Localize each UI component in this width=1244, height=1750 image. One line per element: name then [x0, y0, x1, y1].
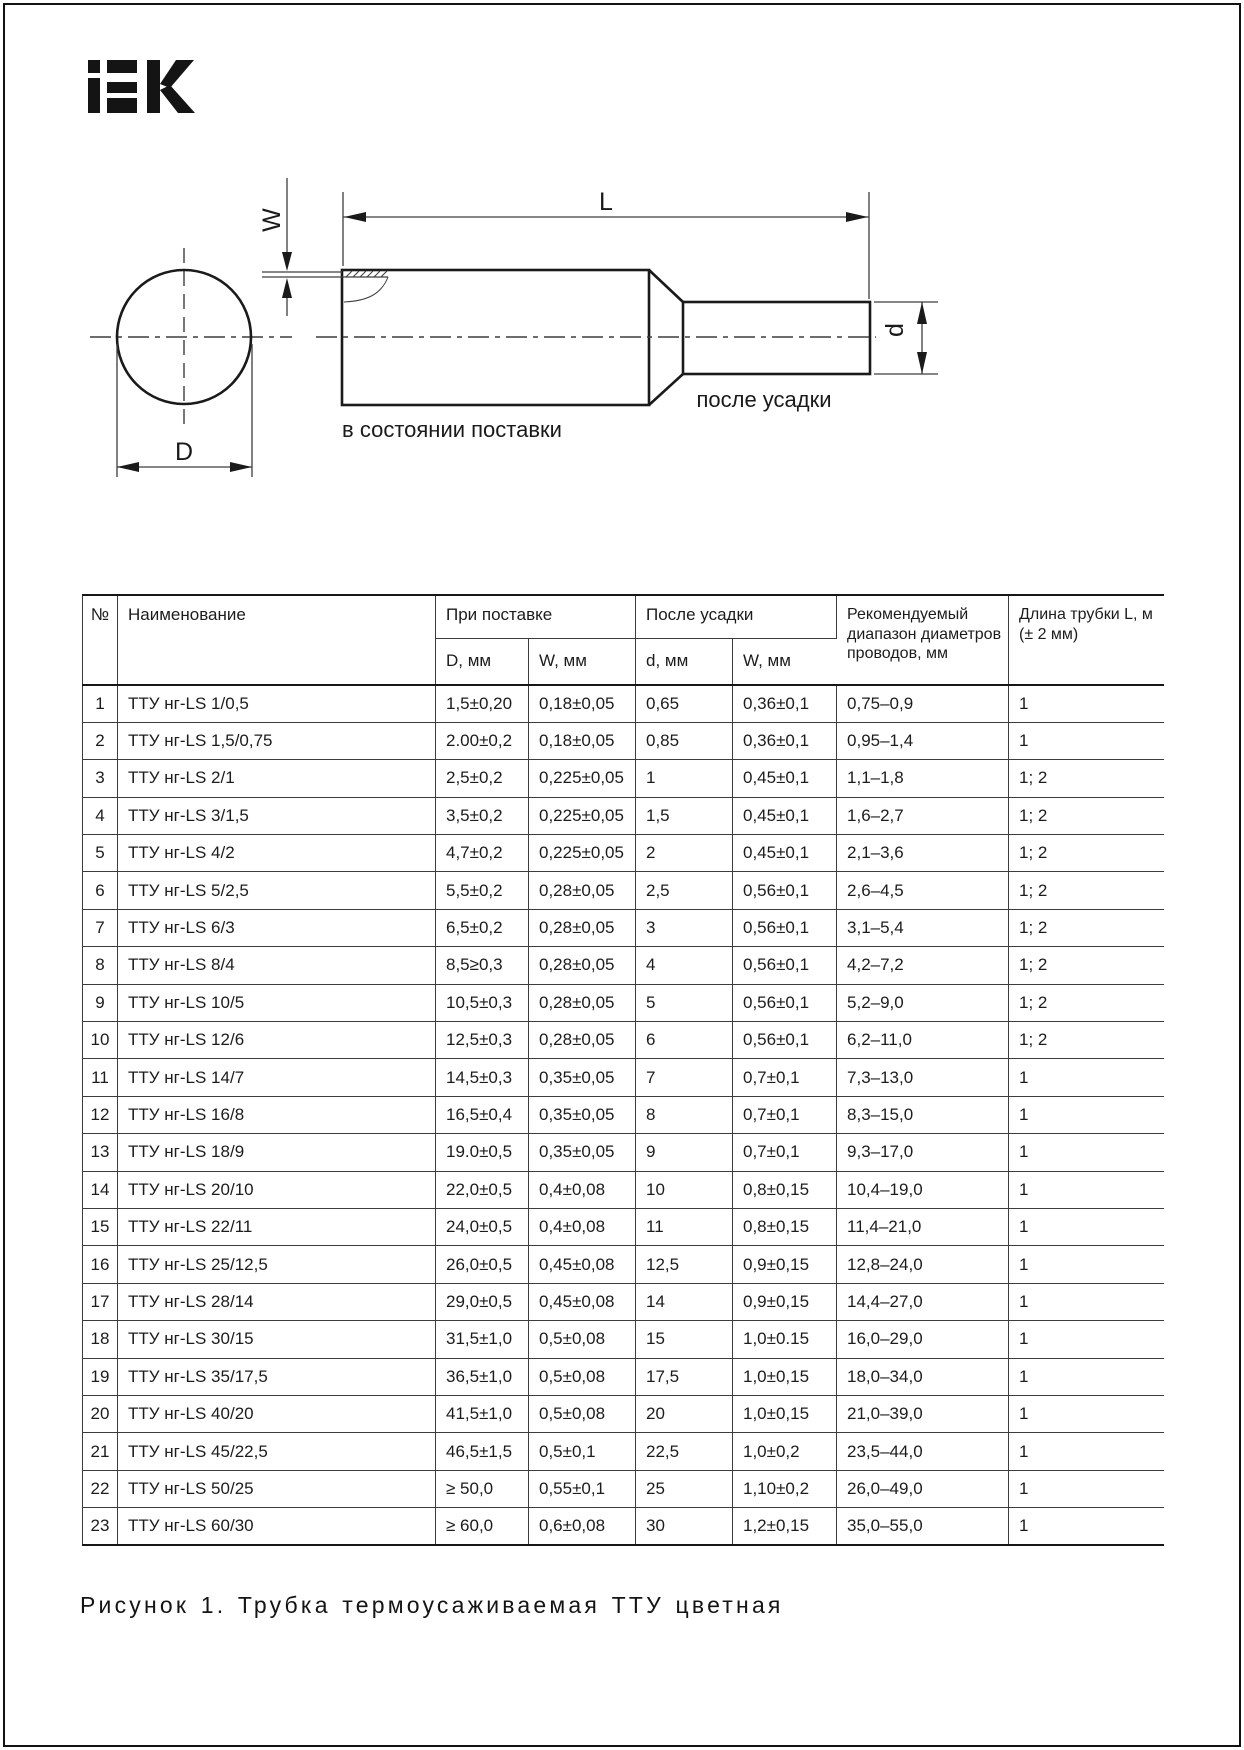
wire-range-value: 11,4–21,0: [837, 1208, 1009, 1245]
arrowhead-up: [917, 302, 927, 324]
wire-range-value: 4,2–7,2: [837, 947, 1009, 984]
tube-length-value: 1: [1009, 1358, 1164, 1395]
shrunk-diameter-value: 1,5: [636, 797, 733, 834]
wire-range-value: 6,2–11,0: [837, 1022, 1009, 1059]
shrunk-diameter-value: 7: [636, 1059, 733, 1096]
arrowhead-down: [282, 252, 292, 271]
spec-table-grid: [82, 594, 1164, 1546]
supply-wall-value: 0,35±0,05: [529, 1059, 636, 1096]
shrunk-diameter-value: 22,5: [636, 1433, 733, 1470]
col-group-after-shrink: После усадки: [636, 595, 837, 638]
shrunk-wall-value: 0,9±0,15: [733, 1283, 837, 1320]
row-number: 2: [83, 722, 118, 759]
shrunk-wall-value: 0,56±0,1: [733, 1022, 837, 1059]
table-header-row-1: [83, 595, 1164, 638]
shrunk-diameter-value: 9: [636, 1134, 733, 1171]
table-row: [83, 1433, 1164, 1470]
wire-range-value: 10,4–19,0: [837, 1171, 1009, 1208]
supply-wall-value: 0,5±0,08: [529, 1395, 636, 1432]
wire-range-value: 26,0–49,0: [837, 1470, 1009, 1507]
row-number: 4: [83, 797, 118, 834]
label-W: W: [258, 208, 286, 232]
arrowhead-right: [230, 462, 252, 472]
tube-length-value: 1; 2: [1009, 909, 1164, 946]
supply-diameter-value: 31,5±1,0: [436, 1321, 529, 1358]
row-number: 7: [83, 909, 118, 946]
supply-wall-value: 0,225±0,05: [529, 760, 636, 797]
supply-diameter-value: 14,5±0,3: [436, 1059, 529, 1096]
shrunk-wall-value: 0,45±0,1: [733, 835, 837, 872]
shrunk-wall-value: 0,45±0,1: [733, 797, 837, 834]
shrunk-wall-value: 1,10±0,2: [733, 1470, 837, 1507]
product-name: ТТУ нг-LS 30/15: [118, 1321, 436, 1358]
row-number: 17: [83, 1283, 118, 1320]
supply-diameter-value: 36,5±1,0: [436, 1358, 529, 1395]
tube-length-value: 1: [1009, 1059, 1164, 1096]
shrunk-wall-value: 0,56±0,1: [733, 909, 837, 946]
row-number: 15: [83, 1208, 118, 1245]
table-row: [83, 1134, 1164, 1171]
arrowhead-down: [917, 352, 927, 374]
wire-range-value: 0,75–0,9: [837, 685, 1009, 722]
supply-wall-value: 0,45±0,08: [529, 1246, 636, 1283]
supply-diameter-value: 26,0±0,5: [436, 1246, 529, 1283]
shrunk-wall-value: 1,0±0.15: [733, 1321, 837, 1358]
product-name: ТТУ нг-LS 6/3: [118, 909, 436, 946]
shrunk-diameter-value: 3: [636, 909, 733, 946]
row-number: 1: [83, 685, 118, 722]
product-name: ТТУ нг-LS 18/9: [118, 1134, 436, 1171]
supply-diameter-value: 16,5±0,4: [436, 1096, 529, 1133]
arrowhead-left: [344, 212, 366, 222]
supply-wall-value: 0,4±0,08: [529, 1171, 636, 1208]
row-number: 21: [83, 1433, 118, 1470]
row-number: 9: [83, 984, 118, 1021]
table-row: [83, 722, 1164, 759]
supply-diameter-value: 22,0±0,5: [436, 1171, 529, 1208]
tube-length-value: 1; 2: [1009, 760, 1164, 797]
supply-wall-value: 0,6±0,08: [529, 1508, 636, 1545]
shrunk-wall-value: 1,0±0,15: [733, 1358, 837, 1395]
wire-range-value: 23,5–44,0: [837, 1433, 1009, 1470]
shrunk-diameter-value: 5: [636, 984, 733, 1021]
supply-diameter-value: 10,5±0,3: [436, 984, 529, 1021]
row-number: 19: [83, 1358, 118, 1395]
tube-length-value: 1: [1009, 1134, 1164, 1171]
product-name: ТТУ нг-LS 35/17,5: [118, 1358, 436, 1395]
product-name: ТТУ нг-LS 8/4: [118, 947, 436, 984]
shrunk-diameter-value: 2,5: [636, 872, 733, 909]
row-number: 10: [83, 1022, 118, 1059]
row-number: 13: [83, 1134, 118, 1171]
table-row: [83, 1508, 1164, 1545]
shrunk-wall-value: 0,56±0,1: [733, 872, 837, 909]
supply-diameter-value: ≥ 60,0: [436, 1508, 529, 1545]
wire-range-value: 8,3–15,0: [837, 1096, 1009, 1133]
supply-wall-value: 0,28±0,05: [529, 872, 636, 909]
tube-length-value: 1; 2: [1009, 797, 1164, 834]
shrunk-diameter-value: 8: [636, 1096, 733, 1133]
product-name: ТТУ нг-LS 20/10: [118, 1171, 436, 1208]
shrunk-diameter-value: 2: [636, 835, 733, 872]
table-row: [83, 1321, 1164, 1358]
shrunk-wall-value: 0,7±0,1: [733, 1134, 837, 1171]
wire-range-value: 3,1–5,4: [837, 909, 1009, 946]
supply-diameter-value: ≥ 50,0: [436, 1470, 529, 1507]
product-name: ТТУ нг-LS 50/25: [118, 1470, 436, 1507]
table-row: [83, 984, 1164, 1021]
wire-range-value: 2,6–4,5: [837, 872, 1009, 909]
row-number: 11: [83, 1059, 118, 1096]
supply-wall-value: 0,5±0,08: [529, 1358, 636, 1395]
table-row: [83, 947, 1164, 984]
tube-length-value: 1: [1009, 1208, 1164, 1245]
wire-range-value: 21,0–39,0: [837, 1395, 1009, 1432]
row-number: 23: [83, 1508, 118, 1545]
spec-table: [82, 594, 1164, 1546]
wire-range-value: 12,8–24,0: [837, 1246, 1009, 1283]
row-number: 20: [83, 1395, 118, 1432]
product-name: ТТУ нг-LS 4/2: [118, 835, 436, 872]
end-view-circle: [90, 248, 292, 432]
shrunk-wall-value: 0,36±0,1: [733, 722, 837, 759]
supply-diameter-value: 46,5±1,5: [436, 1433, 529, 1470]
col-header-name: Наименование: [118, 595, 436, 685]
col-header-num: №: [83, 595, 118, 685]
col-group-supply: При поставке: [436, 595, 636, 638]
supply-diameter-value: 3,5±0,2: [436, 797, 529, 834]
shrunk-wall-value: 0,36±0,1: [733, 685, 837, 722]
tube-length-value: 1: [1009, 685, 1164, 722]
shrunk-diameter-value: 0,65: [636, 685, 733, 722]
wire-range-value: 5,2–9,0: [837, 984, 1009, 1021]
supply-wall-value: 0,28±0,05: [529, 1022, 636, 1059]
row-number: 8: [83, 947, 118, 984]
table-row: [83, 909, 1164, 946]
supply-diameter-value: 29,0±0,5: [436, 1283, 529, 1320]
shrunk-wall-value: 0,56±0,1: [733, 984, 837, 1021]
product-name: ТТУ нг-LS 25/12,5: [118, 1246, 436, 1283]
tube-length-value: 1: [1009, 1470, 1164, 1507]
shrunk-wall-value: 0,7±0,1: [733, 1096, 837, 1133]
supply-diameter-value: 2.00±0,2: [436, 722, 529, 759]
product-name: ТТУ нг-LS 2/1: [118, 760, 436, 797]
row-number: 22: [83, 1470, 118, 1507]
supply-wall-value: 0,55±0,1: [529, 1470, 636, 1507]
tube-length-value: 1; 2: [1009, 984, 1164, 1021]
table-row: [83, 1208, 1164, 1245]
supply-wall-value: 0,28±0,05: [529, 909, 636, 946]
supply-wall-value: 0,225±0,05: [529, 797, 636, 834]
col-header-after-W: W, мм: [733, 638, 837, 685]
figure-caption: Рисунок 1. Трубка термоусаживаемая ТТУ цветная: [80, 1592, 784, 1618]
shrunk-diameter-value: 25: [636, 1470, 733, 1507]
wire-range-value: 7,3–13,0: [837, 1059, 1009, 1096]
supply-wall-value: 0,35±0,05: [529, 1096, 636, 1133]
tube-length-value: 1; 2: [1009, 872, 1164, 909]
tube-length-value: 1: [1009, 722, 1164, 759]
label-after-shrink: после усадки: [696, 387, 832, 412]
table-row: [83, 1171, 1164, 1208]
shrunk-diameter-value: 15: [636, 1321, 733, 1358]
col-header-tube-length: Длина трубки L, м (± 2 мм): [1009, 595, 1164, 685]
shrunk-diameter-value: 4: [636, 947, 733, 984]
technical-drawing: [0, 0, 1244, 540]
product-name: ТТУ нг-LS 1/0,5: [118, 685, 436, 722]
shrunk-wall-value: 1,0±0,2: [733, 1433, 837, 1470]
supply-wall-value: 0,225±0,05: [529, 835, 636, 872]
wire-range-value: 9,3–17,0: [837, 1134, 1009, 1171]
shrunk-diameter-value: 30: [636, 1508, 733, 1545]
wire-range-value: 16,0–29,0: [837, 1321, 1009, 1358]
col-header-after-d: d, мм: [636, 638, 733, 685]
arrowhead-left: [117, 462, 139, 472]
shrunk-diameter-value: 14: [636, 1283, 733, 1320]
table-row: [83, 797, 1164, 834]
product-name: ТТУ нг-LS 28/14: [118, 1283, 436, 1320]
table-row: [83, 1246, 1164, 1283]
label-supplied-state: в состоянии поставки: [342, 417, 562, 442]
supply-diameter-value: 5,5±0,2: [436, 872, 529, 909]
product-name: ТТУ нг-LS 40/20: [118, 1395, 436, 1432]
col-header-supply-D: D, мм: [436, 638, 529, 685]
supply-diameter-value: 8,5≥0,3: [436, 947, 529, 984]
shrunk-diameter-value: 17,5: [636, 1358, 733, 1395]
tube-length-value: 1: [1009, 1283, 1164, 1320]
arrowhead-up: [282, 278, 292, 298]
row-number: 6: [83, 872, 118, 909]
product-name: ТТУ нг-LS 10/5: [118, 984, 436, 1021]
row-number: 14: [83, 1171, 118, 1208]
row-number: 16: [83, 1246, 118, 1283]
dimension-d: [874, 302, 938, 374]
supply-diameter-value: 2,5±0,2: [436, 760, 529, 797]
table-row: [83, 1470, 1164, 1507]
wire-range-value: 18,0–34,0: [837, 1358, 1009, 1395]
shrunk-diameter-value: 1: [636, 760, 733, 797]
tube-supplied-view: [262, 270, 876, 405]
shrunk-wall-value: 0,7±0,1: [733, 1059, 837, 1096]
product-name: ТТУ нг-LS 60/30: [118, 1508, 436, 1545]
wire-range-value: 2,1–3,6: [837, 835, 1009, 872]
table-row: [83, 760, 1164, 797]
shrunk-wall-value: 0,45±0,1: [733, 760, 837, 797]
product-name: ТТУ нг-LS 12/6: [118, 1022, 436, 1059]
arrowhead-right: [846, 212, 868, 222]
row-number: 5: [83, 835, 118, 872]
table-row: [83, 1096, 1164, 1133]
tube-length-value: 1: [1009, 1321, 1164, 1358]
shrunk-wall-value: 0,8±0,15: [733, 1171, 837, 1208]
product-name: ТТУ нг-LS 14/7: [118, 1059, 436, 1096]
wire-range-value: 0,95–1,4: [837, 722, 1009, 759]
table-row: [83, 1059, 1164, 1096]
supply-wall-value: 0,28±0,05: [529, 947, 636, 984]
table-row: [83, 1395, 1164, 1432]
supply-wall-value: 0,45±0,08: [529, 1283, 636, 1320]
shrunk-diameter-value: 10: [636, 1171, 733, 1208]
product-name: ТТУ нг-LS 1,5/0,75: [118, 722, 436, 759]
table-row: [83, 1022, 1164, 1059]
tube-length-value: 1: [1009, 1246, 1164, 1283]
label-d: d: [881, 323, 909, 337]
supply-wall-value: 0,28±0,05: [529, 984, 636, 1021]
shrunk-diameter-value: 11: [636, 1208, 733, 1245]
supply-diameter-value: 12,5±0,3: [436, 1022, 529, 1059]
supply-diameter-value: 19.0±0,5: [436, 1134, 529, 1171]
product-name: ТТУ нг-LS 5/2,5: [118, 872, 436, 909]
supply-wall-value: 0,18±0,05: [529, 685, 636, 722]
row-number: 18: [83, 1321, 118, 1358]
col-header-wire-range: Рекомендуемый диапазон диаметров проводов, мм: [837, 595, 1009, 685]
supply-wall-value: 0,4±0,08: [529, 1208, 636, 1245]
dimension-W: [258, 178, 292, 316]
label-D: D: [174, 438, 194, 466]
tube-length-value: 1; 2: [1009, 835, 1164, 872]
shrunk-diameter-value: 12,5: [636, 1246, 733, 1283]
wire-range-value: 35,0–55,0: [837, 1508, 1009, 1545]
product-name: ТТУ нг-LS 45/22,5: [118, 1433, 436, 1470]
tube-length-value: 1; 2: [1009, 947, 1164, 984]
product-name: ТТУ нг-LS 16/8: [118, 1096, 436, 1133]
label-L: L: [599, 188, 613, 216]
tube-length-value: 1: [1009, 1096, 1164, 1133]
tube-length-value: 1: [1009, 1171, 1164, 1208]
wire-range-value: 1,6–2,7: [837, 797, 1009, 834]
supply-wall-value: 0,18±0,05: [529, 722, 636, 759]
row-number: 3: [83, 760, 118, 797]
supply-wall-value: 0,5±0,1: [529, 1433, 636, 1470]
table-row: [83, 835, 1164, 872]
shrunk-wall-value: 1,2±0,15: [733, 1508, 837, 1545]
shrunk-diameter-value: 20: [636, 1395, 733, 1432]
table-row: [83, 872, 1164, 909]
tube-length-value: 1: [1009, 1395, 1164, 1432]
tube-length-value: 1: [1009, 1433, 1164, 1470]
supply-wall-value: 0,35±0,05: [529, 1134, 636, 1171]
shrunk-wall-value: 1,0±0,15: [733, 1395, 837, 1432]
row-number: 12: [83, 1096, 118, 1133]
supply-diameter-value: 24,0±0,5: [436, 1208, 529, 1245]
wire-range-value: 1,1–1,8: [837, 760, 1009, 797]
supply-diameter-value: 41,5±1,0: [436, 1395, 529, 1432]
supply-diameter-value: 1,5±0,20: [436, 685, 529, 722]
supply-wall-value: 0,5±0,08: [529, 1321, 636, 1358]
supply-diameter-value: 6,5±0,2: [436, 909, 529, 946]
shrunk-diameter-value: 0,85: [636, 722, 733, 759]
tube-length-value: 1; 2: [1009, 1022, 1164, 1059]
table-row: [83, 1283, 1164, 1320]
table-row: [83, 685, 1164, 722]
shrunk-diameter-value: 6: [636, 1022, 733, 1059]
product-name: ТТУ нг-LS 3/1,5: [118, 797, 436, 834]
shrunk-wall-value: 0,9±0,15: [733, 1246, 837, 1283]
tube-length-value: 1: [1009, 1508, 1164, 1545]
wire-range-value: 14,4–27,0: [837, 1283, 1009, 1320]
supply-diameter-value: 4,7±0,2: [436, 835, 529, 872]
shrunk-wall-value: 0,8±0,15: [733, 1208, 837, 1245]
product-name: ТТУ нг-LS 22/11: [118, 1208, 436, 1245]
shrunk-wall-value: 0,56±0,1: [733, 947, 837, 984]
table-row: [83, 1358, 1164, 1395]
col-header-supply-W: W, мм: [529, 638, 636, 685]
